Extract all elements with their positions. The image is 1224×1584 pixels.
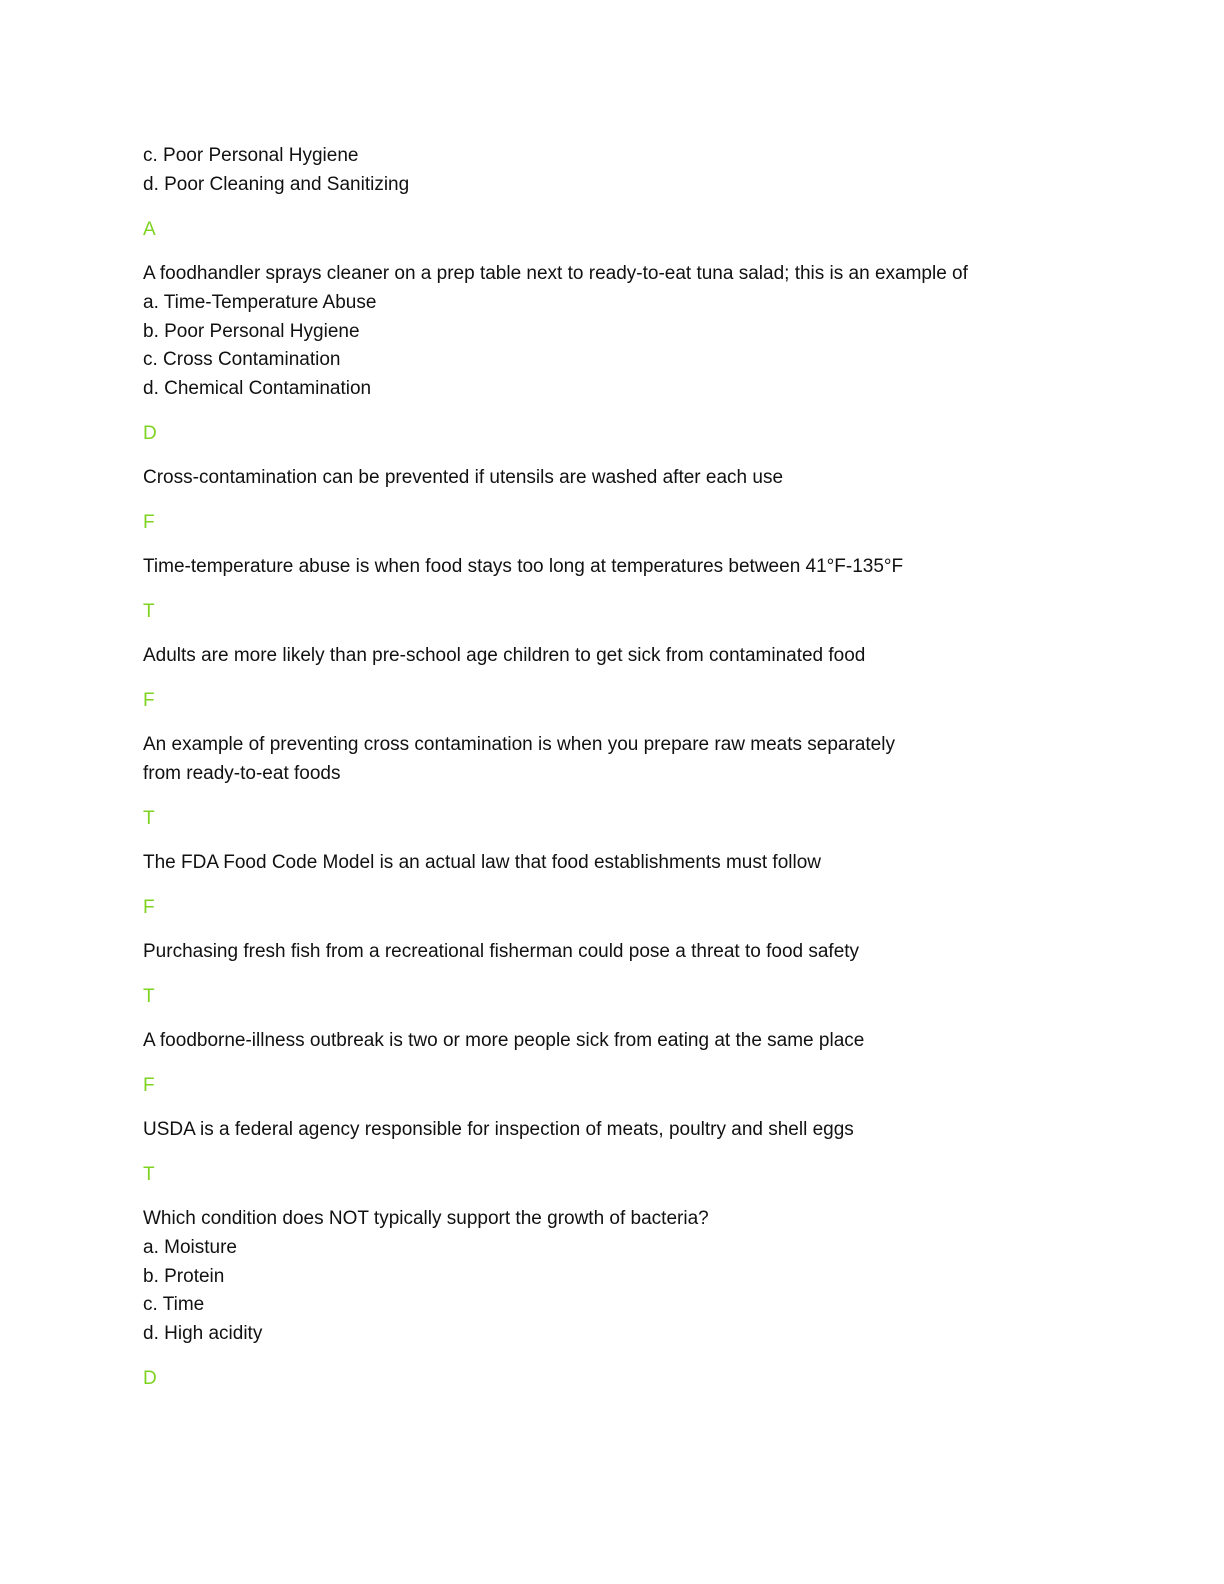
answer-key: T (143, 808, 155, 829)
answer-key: T (143, 601, 155, 622)
question-text: The FDA Food Code Model is an actual law that food establishments must follow (143, 852, 822, 873)
answer-key: T (143, 1164, 155, 1185)
answer-key: T (143, 986, 155, 1007)
option-line: b. Protein (143, 1266, 225, 1287)
question-text-continued: from ready-to-eat foods (143, 763, 341, 784)
question-text: Which condition does NOT typically support the growth of bacteria? (143, 1208, 709, 1229)
option-line: c. Cross Contamination (143, 349, 341, 370)
option-line: d. High acidity (143, 1323, 263, 1344)
option-line: a. Time-Temperature Abuse (143, 292, 377, 313)
question-text: Cross-contamination can be prevented if utensils are washed after each use (143, 467, 784, 488)
answer-key: F (143, 897, 155, 918)
question-text: A foodborne-illness outbreak is two or more people sick from eating at the same place (143, 1030, 865, 1051)
option-line: b. Poor Personal Hygiene (143, 321, 360, 342)
option-line: a. Moisture (143, 1237, 237, 1258)
question-text: An example of preventing cross contamination is when you prepare raw meats separately (143, 734, 895, 755)
answer-key: F (143, 690, 155, 711)
answer-key: D (143, 423, 157, 444)
answer-key: F (143, 1075, 155, 1096)
question-text: A foodhandler sprays cleaner on a prep table next to ready-to-eat tuna salad; this is an example of (143, 263, 968, 284)
option-line: d. Poor Cleaning and Sanitizing (143, 174, 410, 195)
question-text: Purchasing fresh fish from a recreational fisherman could pose a threat to food safety (143, 941, 860, 962)
option-line: d. Chemical Contamination (143, 378, 372, 399)
option-line: c. Poor Personal Hygiene (143, 145, 359, 166)
question-text: USDA is a federal agency responsible for inspection of meats, poultry and shell eggs (143, 1119, 854, 1140)
answer-key: D (143, 1368, 157, 1389)
answer-key: F (143, 512, 155, 533)
question-text: Time-temperature abuse is when food stays too long at temperatures between 41°F-135°F (143, 556, 904, 577)
question-text: Adults are more likely than pre-school age children to get sick from contaminated food (143, 645, 866, 666)
answer-key: A (143, 219, 156, 240)
option-line: c. Time (143, 1294, 205, 1315)
